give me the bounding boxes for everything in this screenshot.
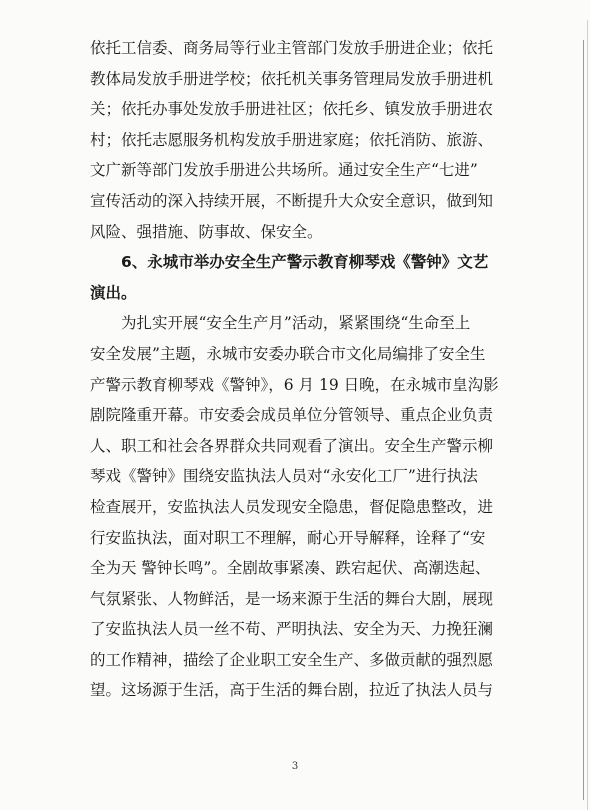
- paragraph-2-line-1: 为扎实开展“安全生产月”活动，紧紧围绕“生命至上: [121, 314, 471, 333]
- section-heading-line-2: 演出。: [90, 283, 137, 302]
- paragraph-2-line-4: 剧院隆重开幕。市安委会成员单位分管领导、重点企业负责: [90, 406, 494, 425]
- page-number: 3: [291, 761, 299, 772]
- paragraph-1-line-6: 宣传活动的深入持续开展，不断提升大众安全意识，做到知: [90, 191, 494, 210]
- paragraph-2-line-6: 琴戏《警钟》围绕安监执法人员对“永安化工厂”进行执法: [90, 467, 478, 486]
- document-body: [90, 33, 518, 706]
- paragraph-1-line-1: 依托工信委、商务局等行业主管部门发放手册进企业；依托: [90, 39, 494, 57]
- paragraph-2-line-12: 的工作精神，描绘了企业职工安全生产、多做贡献的强烈愿: [90, 650, 494, 669]
- paragraph-2-line-5: 人、职工和社会各界群众共同观看了演出。安全生产警示柳: [90, 436, 494, 455]
- paragraph-1-line-4: 村；依托志愿服务机构发放手册进家庭；依托消防、旅游、: [90, 130, 494, 149]
- paragraph-2-line-3: 产警示教育柳琴戏《警钟》，6 月 19 日晚，在永城市皇沟影: [90, 375, 499, 394]
- paragraph-2-line-10: 气氛紧张、人物鲜活，是一场来源于生活的舞台大剧，展现: [90, 589, 494, 608]
- paragraph-2-line-11: 了安监执法人员一丝不苟、严明执法、安全为天、力挽狂澜: [90, 620, 494, 639]
- page-edge-line-outer: [587, 20, 588, 810]
- paragraph-2-line-9: 全为天 警钟长鸣”。全剧故事紧凑、跌宕起伏、高潮迭起、: [90, 559, 491, 578]
- paragraph-2-line-2: 安全发展”主题，永城市安委办联合市文化局编排了安全生: [90, 344, 486, 363]
- page-edge-line: [583, 40, 584, 800]
- section-heading-line-1: 6、永城市举办安全生产警示教育柳琴戏《警钟》文艺: [121, 253, 489, 272]
- paragraph-1-line-5: 文广新等部门发放手册进公共场所。通过安全生产“七进”: [90, 161, 478, 180]
- paragraph-1-line-2: 教体局发放手册进学校；依托机关事务管理局发放手册进机: [90, 69, 494, 88]
- paragraph-1-line-7: 风险、强措施、防事故、保安全。: [90, 222, 323, 241]
- paragraph-2-line-8: 行安监执法，面对职工不理解，耐心开导解释，诠释了“安: [90, 528, 486, 547]
- paragraph-1-line-3: 关；依托办事处发放手册进社区；依托乡、镇发放手册进农: [90, 100, 494, 119]
- paragraph-2-line-7: 检查展开，安监执法人员发现安全隐患，督促隐患整改，进: [90, 497, 494, 516]
- paragraph-2-line-13: 望。这场源于生活，高于生活的舞台剧，拉近了执法人员与: [90, 681, 494, 700]
